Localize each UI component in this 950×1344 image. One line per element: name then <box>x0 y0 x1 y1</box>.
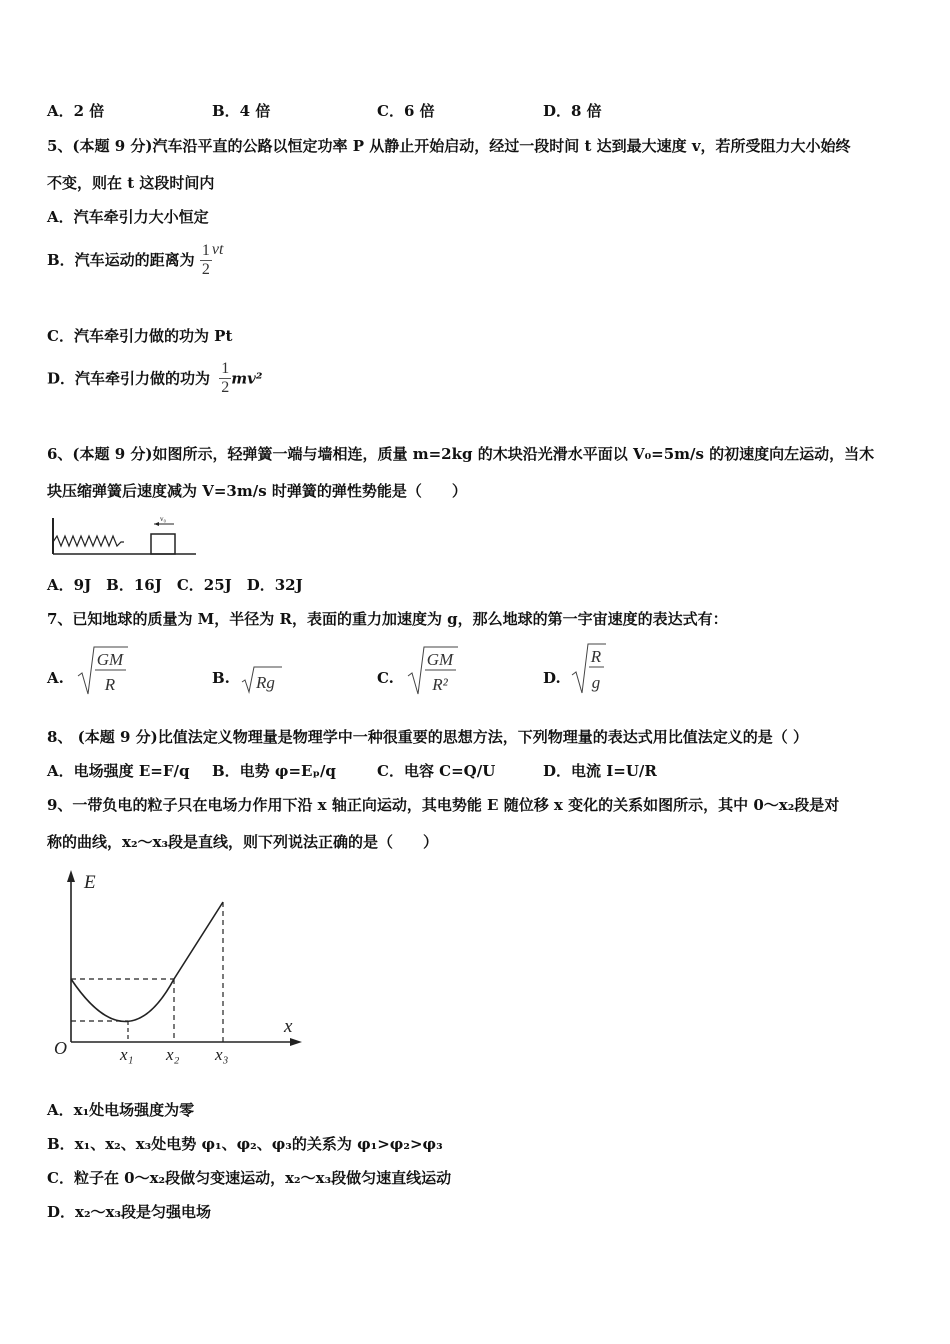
fraction-denominator: 2 <box>221 379 230 396</box>
numerator: GM <box>96 650 124 669</box>
q6-stem-line2: 块压缩弹簧后速度减为 V=3m/s 时弹簧的弹性势能是（ ） <box>47 482 467 500</box>
wooden-block <box>151 534 175 554</box>
q9-option-c: C．粒子在 0～x₂段做匀变速运动，x₂～x₃段做匀速直线运动 <box>47 1169 452 1187</box>
q5-option-b-var: vt <box>211 241 224 258</box>
q7-option-c-label: C. <box>377 669 394 687</box>
potential-energy-graph <box>46 862 308 1068</box>
numerator: R <box>590 647 602 666</box>
q4-option-d: D．8 倍 <box>543 102 602 120</box>
velocity-arrow-icon <box>154 522 159 526</box>
q5-stem-line2: 不变，则在 t 这段时间内 <box>47 174 215 192</box>
denominator: R² <box>432 675 448 694</box>
energy-curve <box>71 902 223 1022</box>
q9-option-a: A．x₁处电场强度为零 <box>47 1101 195 1119</box>
q6-options: A．9J B．16J C．25J D．32J <box>47 576 303 594</box>
q7-option-c-formula <box>406 644 462 698</box>
numerator: GM <box>426 650 454 669</box>
q5-option-b-fraction <box>200 242 212 279</box>
denominator: g <box>591 673 601 692</box>
q8-option-b: B．电势 φ=Eₚ/q <box>212 762 336 780</box>
q5-option-d <box>47 360 262 406</box>
denominator: R <box>104 675 116 694</box>
q9-stem-line2: 称的曲线，x₂～x₃段是直线，则下列说法正确的是（ ） <box>47 833 439 851</box>
q7-stem: 7、已知地球的质量为 M，半径为 R，表面的重力加速度为 g，那么地球的第一宇宙速度的表达式有： <box>47 610 728 628</box>
q4-option-b: B．4 倍 <box>212 102 271 120</box>
fraction-numerator: 1 <box>201 241 210 259</box>
q5-option-b-text: B．汽车运动的距离为 <box>47 251 195 269</box>
tick-label-x3: x₃ <box>215 1045 229 1064</box>
q4-option-a: A．2 倍 <box>47 102 105 120</box>
y-axis-arrow-icon <box>67 870 75 882</box>
q8-option-c: C．电容 C=Q/U <box>377 762 496 780</box>
fraction-denominator: 2 <box>201 260 210 278</box>
q7-option-b-label: B. <box>212 669 230 687</box>
q5-option-d-fraction <box>219 360 231 397</box>
q7-option-b-formula <box>240 664 284 696</box>
q5-option-b <box>47 240 223 286</box>
spring-block-figure <box>50 512 200 560</box>
q9-option-b: B．x₁、x₂、x₃处电势 φ₁、φ₂、φ₃的关系为 φ₁>φ₂>φ₃ <box>47 1135 443 1153</box>
q5-option-d-var: mv² <box>231 369 263 388</box>
q5-stem-line1: 5、(本题 9 分)汽车沿平直的公路以恒定功率 P 从静止开始启动，经过一段时间 t 达到最大速度 v，若所受阻力大小始终 <box>47 137 851 155</box>
spring-coil <box>53 536 124 546</box>
q4-option-c: C．6 倍 <box>377 102 435 120</box>
q5-option-a: A．汽车牵引力大小恒定 <box>47 208 209 226</box>
x-axis-arrow-icon <box>290 1038 302 1046</box>
origin-label: O <box>54 1038 67 1058</box>
tick-label-x2: x₂ <box>166 1045 180 1064</box>
q6-stem-line1: 6、(本题 9 分)如图所示，轻弹簧一端与墙相连，质量 m=2kg 的木块沿光滑水平面以 V₀=5m/s 的初速度向左运动，当木 <box>47 445 875 463</box>
fraction-numerator: 1 <box>221 360 230 377</box>
q9-stem-line1: 9、一带负电的粒子只在电场力作用下沿 x 轴正向运动，其电势能 E 随位移 x 变化的关系如图所示，其中 0～x₂段是对 <box>47 796 840 814</box>
q5-option-d-text: D．汽车牵引力做的功为 <box>47 369 211 388</box>
x-axis-label: x <box>284 1016 293 1037</box>
tick-label-x1: x₁ <box>120 1045 134 1064</box>
q7-option-d-formula <box>570 641 610 697</box>
q8-stem: 8、 (本题 9 分)比值法定义物理量是物理学中一种很重要的思想方法，下列物理量的表达式用比值法定义的是（ ） <box>47 728 808 746</box>
q8-option-d: D．电流 I=U/R <box>543 762 657 780</box>
velocity-label: v₀ <box>160 515 166 523</box>
q5-option-c: C．汽车牵引力做的功为 Pt <box>47 327 233 345</box>
y-axis-label: E <box>84 872 96 893</box>
radicand: Rg <box>256 673 275 692</box>
q7-option-d-label: D. <box>543 669 561 687</box>
q9-option-d: D．x₂～x₃段是匀强电场 <box>47 1203 212 1221</box>
q7-option-a-formula <box>76 644 132 698</box>
q8-option-a: A．电场强度 E=F/q <box>47 762 190 780</box>
q7-option-a-label: A. <box>47 669 64 687</box>
